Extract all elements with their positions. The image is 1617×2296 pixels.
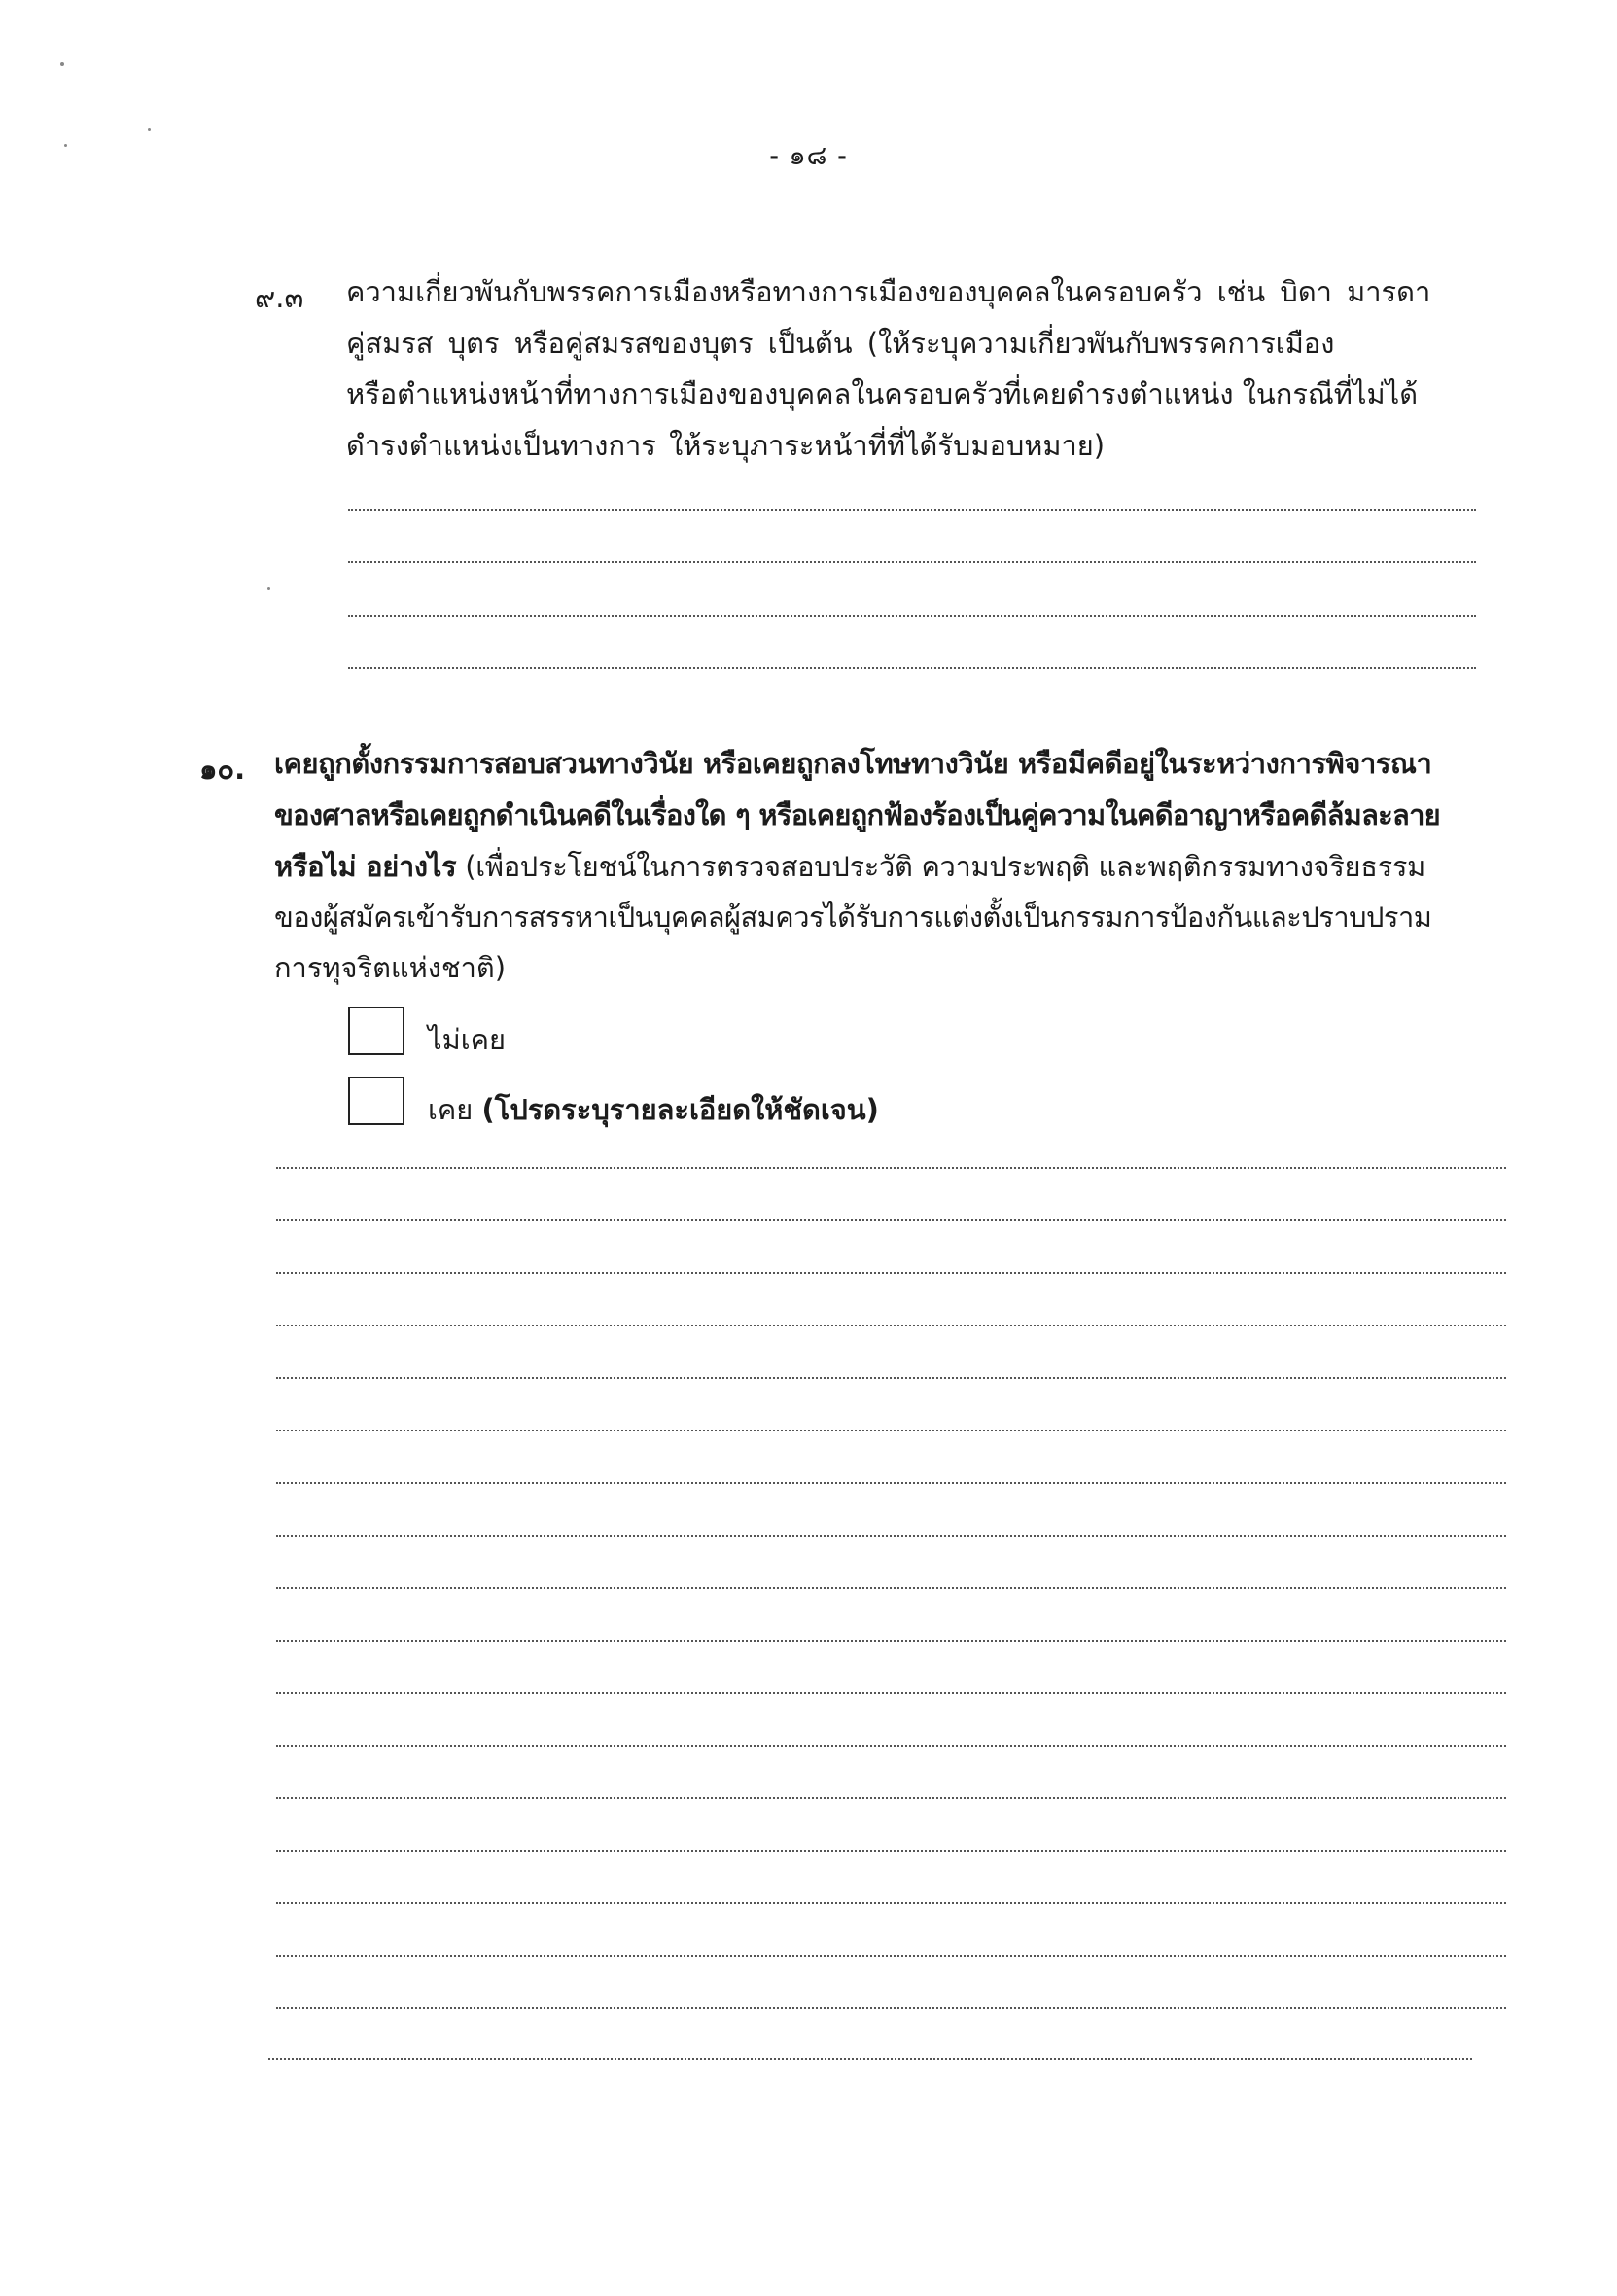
answer-line-10-4[interactable] — [276, 1325, 1506, 1326]
scan-speck — [60, 62, 64, 66]
answer-line-10-7[interactable] — [276, 1482, 1506, 1484]
answer-line-10-10[interactable] — [276, 1640, 1506, 1642]
section-9-3-line-3: หรือตำแหน่งหน้าที่ทางการเมืองของบุคคลในครอบครัวที่เคยดำรงตำแหน่ง ในกรณีที่ไม่ได้ — [346, 377, 1419, 410]
section-9-3-label: ๙.๓ — [255, 281, 304, 314]
answer-line-10-3[interactable] — [276, 1272, 1506, 1274]
section-10-line-4: ของผู้สมัครเข้ารับการสรรหาเป็นบุคคลผู้สมควรได้รับการแต่งตั้งเป็นกรรมการป้องกันและปราบปราม — [274, 901, 1432, 934]
section-10-line-5: การทุจริตแห่งชาติ) — [274, 951, 507, 984]
answer-line-9-3-1[interactable] — [348, 509, 1476, 511]
answer-line-10-11[interactable] — [276, 1692, 1506, 1694]
section-10-line-3-normal: (เพื่อประโยชน์ในการตรวจสอบประวัติ ความประพฤติ และพฤติกรรมทางจริยธรรม — [465, 850, 1425, 883]
answer-line-10-17[interactable] — [276, 2007, 1506, 2009]
ever-option-text: เคย — [428, 1093, 474, 1126]
answer-line-9-3-3[interactable] — [348, 615, 1476, 617]
never-checkbox[interactable] — [348, 1007, 404, 1055]
ever-checkbox[interactable] — [348, 1077, 404, 1125]
answer-line-10-16[interactable] — [276, 1955, 1506, 1957]
scan-speck — [64, 144, 67, 147]
ever-option-note: (โปรดระบุรายละเอียดให้ชัดเจน) — [481, 1093, 879, 1126]
section-10-line-1: เคยถูกตั้งกรรมการสอบสวนทางวินัย หรือเคยถูกลงโทษทางวินัย หรือมีคดีอยู่ในระหว่างการพิจารณา — [274, 747, 1432, 780]
answer-line-10-15[interactable] — [276, 1902, 1506, 1904]
never-option-label: ไม่เคย — [428, 1023, 507, 1056]
scan-speck — [148, 128, 151, 131]
answer-line-10-8[interactable] — [276, 1535, 1506, 1537]
answer-line-10-14[interactable] — [276, 1850, 1506, 1852]
section-9-3-line-4: ดำรงตำแหน่งเป็นทางการ ให้ระบุภาระหน้าที่ที่ได้รับมอบหมาย) — [346, 429, 1106, 462]
answer-line-10-2[interactable] — [276, 1219, 1506, 1221]
section-10-line-3-bold: หรือไม่ อย่างไร — [274, 850, 457, 883]
answer-line-10-18[interactable] — [268, 2058, 1472, 2060]
answer-line-10-5[interactable] — [276, 1377, 1506, 1379]
answer-line-10-1[interactable] — [276, 1167, 1506, 1169]
section-9-3-line-2: คู่สมรส บุตร หรือคู่สมรสของบุตร เป็นต้น (ให้ระบุความเกี่ยวพันกับพรรคการเมือง — [346, 327, 1335, 360]
answer-line-9-3-2[interactable] — [348, 561, 1476, 563]
scan-speck — [267, 587, 270, 590]
answer-line-10-9[interactable] — [276, 1587, 1506, 1589]
section-10-label: ๑๐. — [199, 753, 246, 786]
section-9-3-line-1: ความเกี่ยวพันกับพรรคการเมืองหรือทางการเมืองของบุคคลในครอบครัว เช่น บิดา มารดา — [346, 275, 1431, 308]
section-10-line-3 — [274, 842, 1425, 891]
answer-line-10-6[interactable] — [276, 1430, 1506, 1431]
section-10-line-2: ของศาลหรือเคยถูกดำเนินคดีในเรื่องใด ๆ หรือเคยถูกฟ้องร้องเป็นคู่ความในคดีอาญาหรือคดีล้มละลาย — [274, 798, 1440, 831]
ever-option-label — [428, 1087, 879, 1132]
page-number: - ๑๘ - — [769, 141, 848, 171]
answer-line-9-3-4[interactable] — [348, 667, 1476, 669]
answer-line-10-12[interactable] — [276, 1745, 1506, 1747]
answer-line-10-13[interactable] — [276, 1797, 1506, 1799]
